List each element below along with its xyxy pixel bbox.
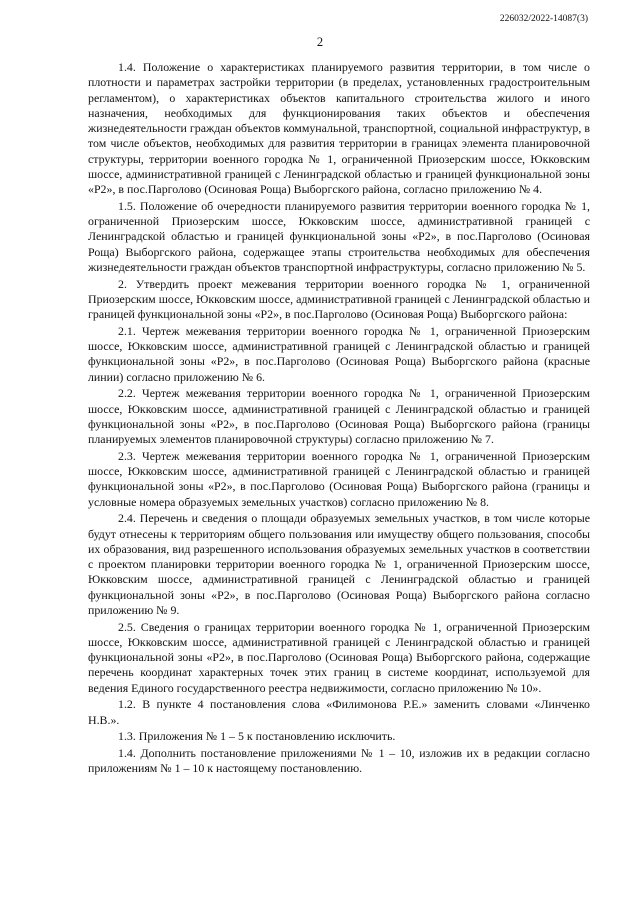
- paragraph-2-4-list: 2.4. Перечень и сведения о площади образуемых земельных участков, в том числе которые будут отнесены к территориям общего пользования или имуществу общего пользования, способы их образования, вид разрешенного использования образуемых земельных участков в соответствии с проектом планировки территории военного городка № 1, ограниченной Приозерским шоссе, Юкковским шоссе, административной границей с Ленинградской областью и границей функциональной зоны «Р2», в пос.Парголово (Осиновая Роща) Выборгского района согласно приложению № 9.: [88, 511, 590, 617]
- paragraph-2-1-drawing: 2.1. Чертеж межевания территории военного городка № 1, ограниченной Приозерским шоссе, Юкковским шоссе, административной границей с Ленинградской областью и границей функциональной зоны «Р2», в пос.Парголово (Осиновая Роща) Выборгского района (красные линии) согласно приложению № 6.: [88, 323, 590, 384]
- document-registration-number: 226032/2022-14087(3): [499, 14, 588, 24]
- paragraph-2-3-drawing: 2.3. Чертеж межевания территории военного городка № 1, ограниченной Приозерским шоссе, Юкковским шоссе, административной границей с Ленинградской областью и границей функциональной зоны «Р2», в пос.Парголово (Осиновая Роща) Выборгского района (границы и условные номера образуемых земельных участков) согласно приложению № 8.: [88, 448, 590, 509]
- paragraph-1-4-provision: 1.4. Положение о характеристиках планируемого развития территории, в том числе о плотности и параметрах застройки территории (в пределах, установленных градостроительным регламентом), о характеристиках объектов капитального строительства жилого и иного назначения, необходимых для функционирования таких объектов и обеспечения жизнедеятельности граждан объектов коммунальной, транспортной, социальной инфраструктур, в том числе объектов, необходимых для развития территории в границах элемента планировочной структуры, территории военного городка № 1, ограниченной Приозерским шоссе, Юкковским шоссе, административной границей с Ленинградской областью и границей функциональной зоны «Р2», в пос.Парголово (Осиновая Роща) Выборгского района, согласно приложению № 4.: [88, 60, 590, 196]
- page-number: 2: [316, 35, 324, 49]
- paragraph-2-approve-project: 2. Утвердить проект межевания территории военного городка № 1, ограниченной Приозерским шоссе, Юкковским шоссе, административной границей с Ленинградской областью и границей функциональной зоны «Р2», в пос.Парголово (Осиновая Роща) Выборгского района:: [88, 276, 590, 321]
- paragraph-1-5-provision: 1.5. Положение об очередности планируемого развития территории военного городка № 1, ограниченной Приозерским шоссе, Юкковским шоссе, административной границей с Ленинградской областью и границей функциональной зоны «Р2», в пос.Парголово (Осиновая Роща) Выборгского района, содержащее этапы строительства необходимых для обеспечения жизнедеятельности граждан объектов транспортной инфраструктуры, согласно приложению № 5.: [88, 198, 590, 274]
- paragraph-1-2-replace: 1.2. В пункте 4 постановления слова «Филимонова Р.Е.» заменить словами «Линченко Н.В.».: [88, 697, 590, 727]
- document-body: [88, 60, 590, 777]
- paragraph-2-2-drawing: 2.2. Чертеж межевания территории военного городка № 1, ограниченной Приозерским шоссе, Юкковским шоссе, административной границей с Ленинградской областью и границей функциональной зоны «Р2», в пос.Парголово (Осиновая Роща) Выборгского района (границы планируемых элементов планировочной структуры) согласно приложению № 7.: [88, 386, 590, 446]
- paragraph-1-4-supplement: 1.4. Дополнить постановление приложениями № 1 – 10, изложив их в редакции согласно приложениям № 1 – 10 к настоящему постановлению.: [88, 746, 590, 776]
- paragraph-1-3-exclude: 1.3. Приложения № 1 – 5 к постановлению исключить.: [118, 729, 396, 744]
- paragraph-2-5-boundaries: 2.5. Сведения о границах территории военного городка № 1, ограниченной Приозерским шоссе, Юкковским шоссе, административной границей с Ленинградской областью и границей функциональной зоны «Р2», в пос.Парголово (Осиновая Роща) Выборгского района, содержащие перечень координат характерных точек этих границ в системе координат, используемой для ведения Единого государственного реестра недвижимости, согласно приложению № 10».: [88, 619, 590, 695]
